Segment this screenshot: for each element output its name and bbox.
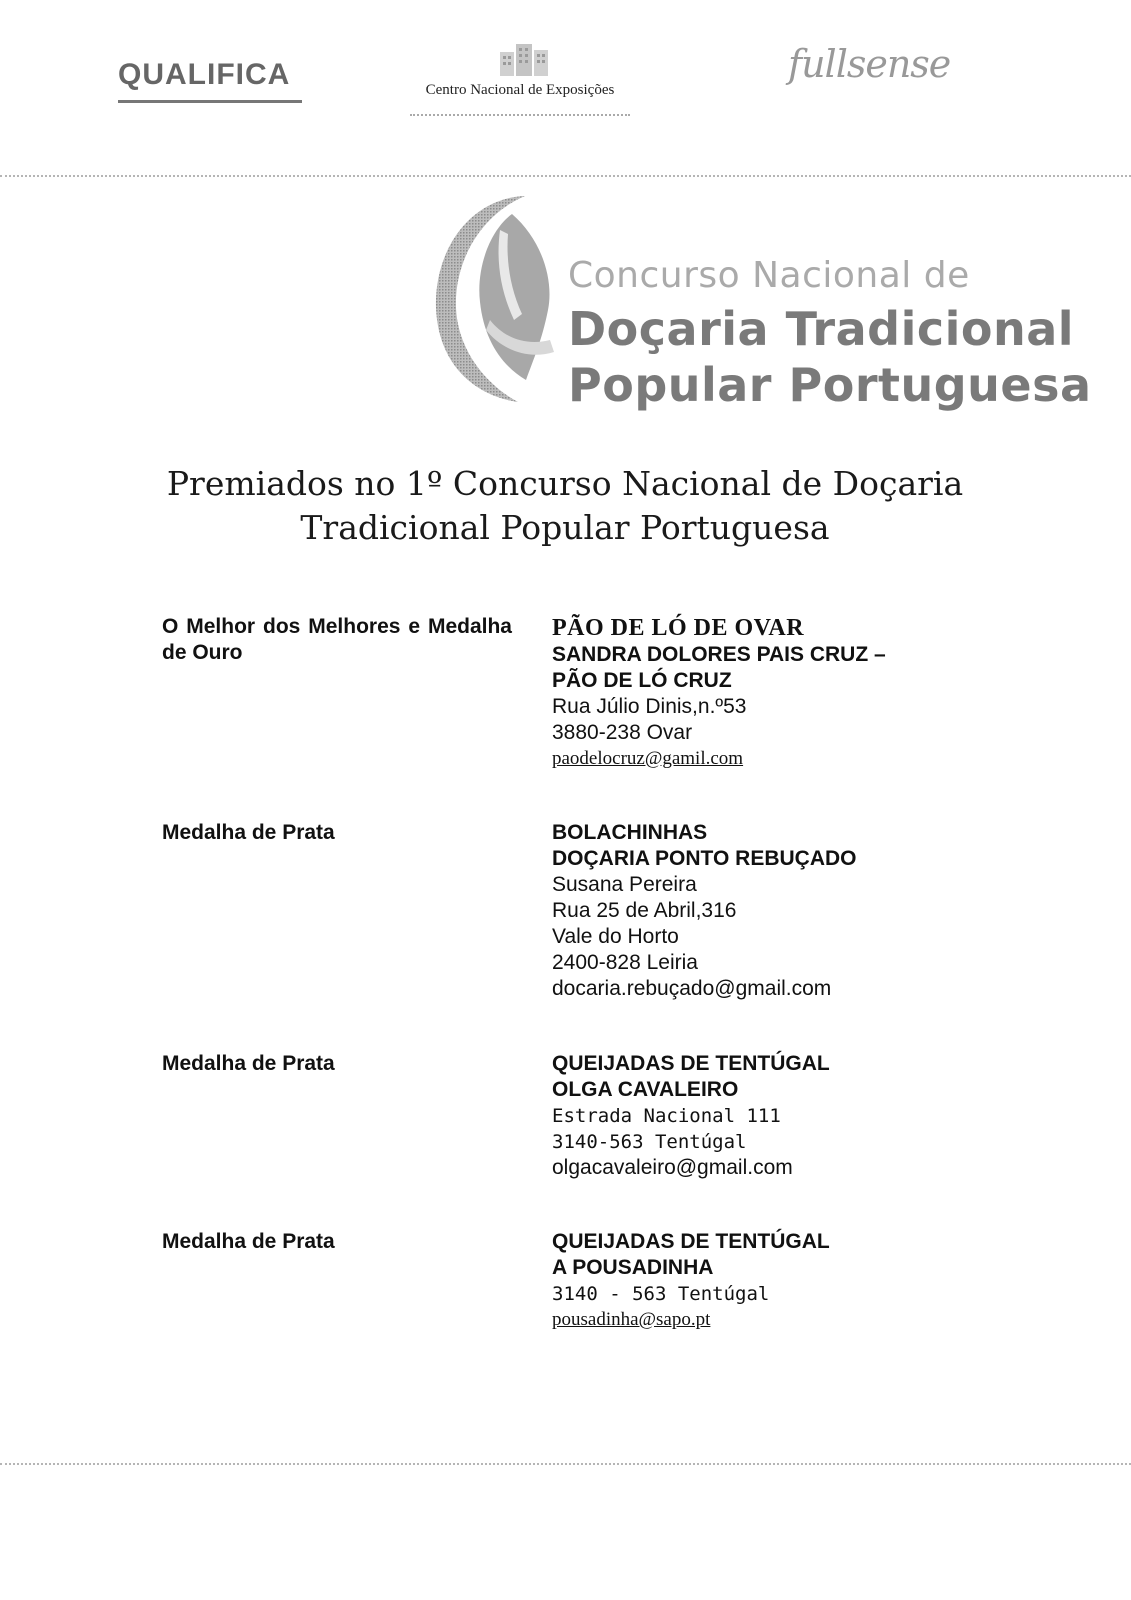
building-icon bbox=[496, 42, 552, 76]
postal-line: 2400-828 Leiria bbox=[552, 951, 698, 974]
qualifica-logo-underline bbox=[118, 100, 302, 103]
product-name: QUEIJADAS DE TENTÚGAL bbox=[552, 1230, 830, 1253]
award-label: Medalha de Prata bbox=[162, 821, 335, 844]
email-text: olgacavaleiro@gmail.com bbox=[552, 1156, 793, 1179]
product-name: PÃO DE LÓ DE OVAR bbox=[552, 615, 805, 641]
email-link[interactable]: paodelocruz@gamil.com bbox=[552, 748, 744, 769]
bottom-divider bbox=[0, 1463, 1131, 1465]
address-line: Estrada Nacional 111 bbox=[552, 1105, 781, 1127]
product-name: QUEIJADAS DE TENTÚGAL bbox=[552, 1052, 830, 1075]
award-label: Medalha de Prata bbox=[162, 1230, 335, 1253]
cne-logo bbox=[410, 40, 630, 110]
contest-emblem-icon bbox=[430, 190, 570, 410]
contest-title-line3: Popular Portuguesa bbox=[568, 358, 1092, 412]
producer-name: SANDRA DOLORES PAIS CRUZ – bbox=[552, 643, 886, 666]
page-title-line2: Tradicional Popular Portuguesa bbox=[300, 508, 830, 547]
producer-name: A POUSADINHA bbox=[552, 1256, 714, 1279]
postal-line: 3880-238 Ovar bbox=[552, 721, 693, 744]
producer-name-cont: PÃO DE LÓ CRUZ bbox=[552, 669, 732, 692]
qualifica-logo bbox=[118, 58, 290, 92]
cne-logo-caption: Centro Nacional de Exposições bbox=[425, 82, 615, 98]
award-details bbox=[552, 1229, 1012, 1333]
fullsense-logo-text: fullsense bbox=[788, 42, 951, 86]
address-line: Rua 25 de Abril,316 bbox=[552, 899, 737, 922]
postal-line: 3140-563 Tentúgal bbox=[552, 1131, 747, 1153]
contest-title bbox=[568, 255, 1092, 412]
contest-title-line1: Concurso Nacional de bbox=[568, 255, 970, 296]
contest-title-line2: Doçaria Tradicional bbox=[568, 302, 1075, 356]
email-link[interactable]: pousadinha@sapo.pt bbox=[552, 1309, 711, 1330]
address-line: Vale do Horto bbox=[552, 925, 679, 948]
award-details bbox=[552, 614, 1012, 772]
postal-line: 3140 - 563 Tentúgal bbox=[552, 1283, 770, 1305]
producer-name: OLGA CAVALEIRO bbox=[552, 1078, 739, 1101]
page-title bbox=[120, 462, 1010, 550]
award-details bbox=[552, 1051, 1012, 1181]
email-text: docaria.rebuçado@gmail.com bbox=[552, 977, 832, 1000]
cne-logo-dotted-line bbox=[410, 114, 630, 116]
award-label: Medalha de Prata bbox=[162, 1052, 335, 1075]
top-divider bbox=[0, 175, 1131, 177]
award-label: O Melhor dos Melhores e Medalha de Ouro bbox=[162, 615, 512, 664]
fullsense-logo bbox=[788, 42, 1018, 102]
address-line: Rua Júlio Dinis,n.º53 bbox=[552, 695, 747, 718]
award-details bbox=[552, 820, 1012, 1002]
qualifica-logo-text: QUALIFICA bbox=[118, 58, 291, 91]
product-name: BOLACHINHAS bbox=[552, 821, 708, 844]
page-title-line1: Premiados no 1º Concurso Nacional de Doçaria bbox=[166, 464, 964, 503]
producer-name: DOÇARIA PONTO REBUÇADO bbox=[552, 847, 857, 870]
contact-name: Susana Pereira bbox=[552, 873, 697, 896]
